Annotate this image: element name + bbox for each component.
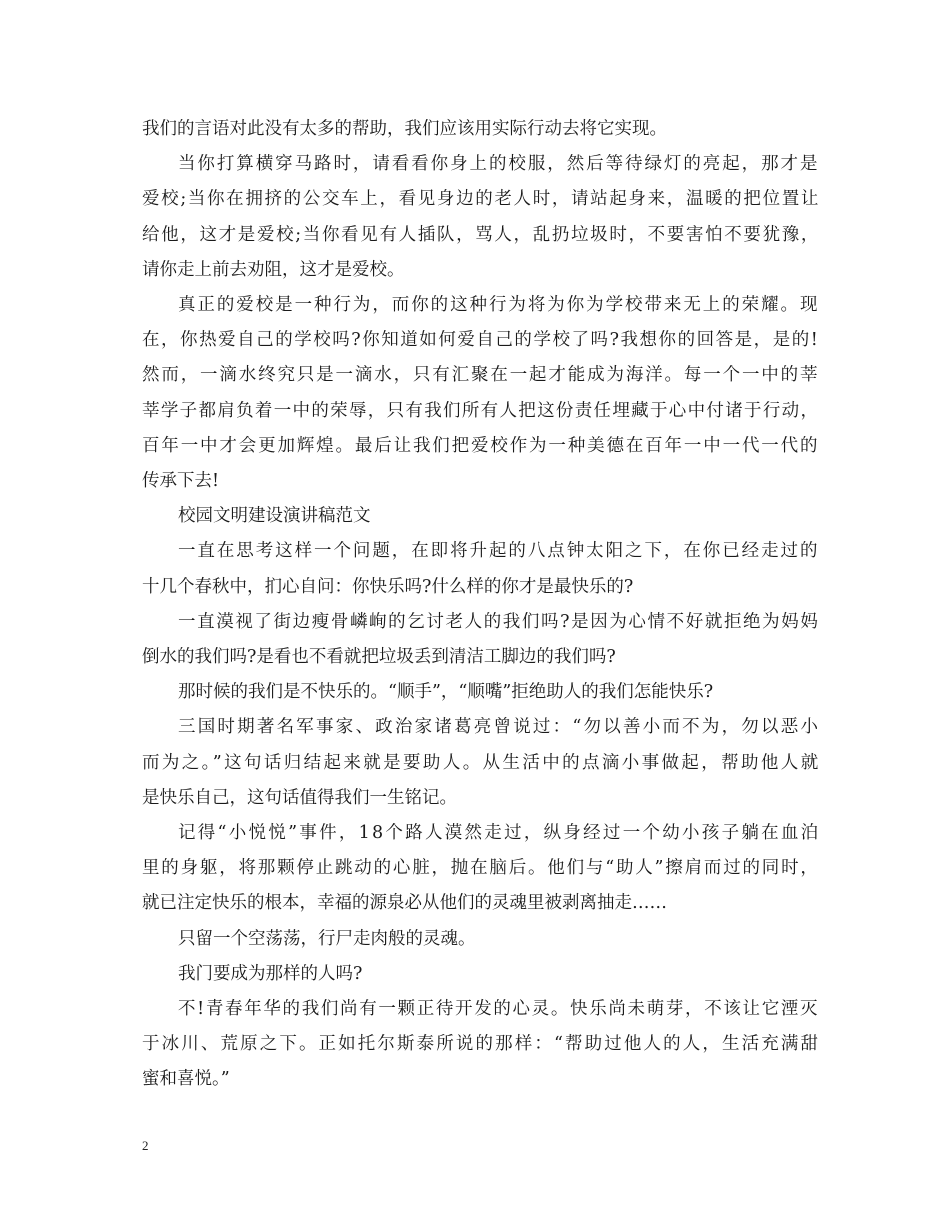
- text-line: 爱校;当你在拥挤的公交车上，看见身边的老人时，请站起身来，温暖的把位置让: [142, 189, 821, 210]
- text-line: 百年一中才会更加辉煌。最后让我们把爱校作为一种美德在百年一中一代一代的: [142, 435, 820, 456]
- text-line: 请你走上前去劝阻，这才是爱校。: [142, 259, 405, 280]
- text-line: 真正的爱校是一种行为，而你的这种行为将为你为学校带来无上的荣耀。现: [178, 295, 820, 315]
- text-line: 当你打算横穿马路时，请看看你身上的校服，然后等待绿灯的亮起，那才是: [178, 154, 820, 175]
- text-line: 三国时期著名军事家、政治家诸葛亮曾说过：“勿以善小而不为，勿以恶小: [178, 717, 821, 738]
- text-line: 一直在思考这样一个问题，在即将升起的八点钟太阳之下，在你已经走过的: [178, 541, 820, 562]
- text-line: 我门要成为那样的人吗?: [178, 963, 363, 984]
- text-line: 记得“小悦悦”事件，18个路人漠然走过，纵身经过一个幼小孩子躺在血泊: [178, 823, 821, 843]
- text-line: 于冰川、荒原之下。正如托尔斯泰所说的那样：“帮助过他人的人，生活充满甜: [142, 1034, 821, 1055]
- text-line: 蜜和喜悦。”: [142, 1069, 230, 1090]
- text-line: 而为之。”这句话归结起来就是要助人。从生活中的点滴小事做起，帮助他人就: [142, 752, 821, 773]
- text-line: 莘学子都肩负着一中的荣辱，只有我们所有人把这份责任埋藏于心中付诸于行动，: [142, 400, 820, 421]
- text-line: 十几个春秋中，扪心自问：你快乐吗?什么样的你才是最快乐的?: [142, 576, 634, 597]
- text-line: 不!青春年华的我们尚有一颗正待开发的心灵。快乐尚未萌芽，不该让它湮灭: [178, 999, 820, 1019]
- page-number: 2: [142, 1138, 149, 1153]
- text-line: 就已注定快乐的根本，幸福的源泉必从他们的灵魂里被剥离抽走……: [142, 893, 667, 914]
- text-line: 传承下去!: [142, 471, 220, 491]
- text-line: 在，你热爱自己的学校吗?你知道如何爱自己的学校了吗?我想你的回答是，是的!: [142, 330, 820, 351]
- text-line: 里的身躯，将那颗停止跳动的心脏，抛在脑后。他们与“助人”擦肩而过的同时，: [142, 858, 820, 879]
- text-line: 只留一个空荡荡，行尸走肉般的灵魂。: [178, 928, 476, 949]
- text-line: 给他，这才是爱校;当你看见有人插队，骂人，乱扔垃圾时，不要害怕不要犹豫，: [142, 224, 821, 245]
- text-line: 是快乐自己，这句话值得我们一生铭记。: [142, 787, 457, 808]
- text-line: 一直漠视了街边瘦骨嶙峋的乞讨老人的我们吗?是因为心情不好就拒绝为妈妈: [178, 611, 820, 632]
- text-line: 我们的言语对此没有太多的帮助，我们应该用实际行动去将它实现。: [142, 119, 667, 139]
- text-line: 那时候的我们是不快乐的。“顺手”，“顺嘴”拒绝助人的我们怎能快乐?: [178, 682, 714, 703]
- text-line: 倒水的我们吗?是看也不看就把垃圾丢到清洁工脚边的我们吗?: [142, 647, 616, 667]
- text-line: 然而，一滴水终究只是一滴水，只有汇聚在一起才能成为海洋。每一个一中的莘: [142, 365, 820, 386]
- text-line: 校园文明建设演讲稿范文: [178, 506, 371, 527]
